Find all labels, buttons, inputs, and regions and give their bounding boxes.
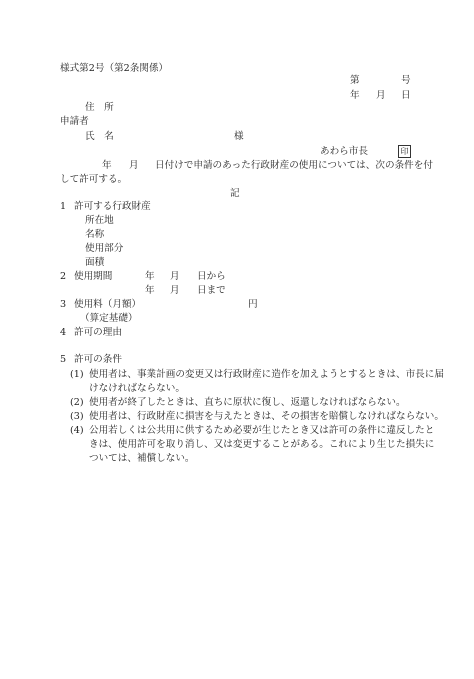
- section2-number: 2: [60, 271, 67, 282]
- condition-number: (2): [70, 397, 84, 408]
- issue-date-day: 日: [401, 90, 411, 101]
- condition-line: 使用者は、事業計画の変更又は行政財産に造作を加えようとするときは、市長に届: [89, 369, 444, 380]
- issue-date-month: 月: [376, 90, 386, 101]
- condition-line: ついては、補償しない。: [89, 453, 195, 464]
- section1-item: 使用部分: [85, 243, 124, 254]
- period-start-day: 日から: [197, 271, 226, 282]
- intro-line1: 日付けで申請のあった行政財産の使用については、次の条件を付: [155, 160, 433, 171]
- form-label: 様式第2号（第2条関係）: [60, 63, 169, 74]
- intro-month: 月: [129, 160, 139, 171]
- condition-line: 使用者は、行政財産に損害を与えたときは、その損害を賠償しなければならない。: [89, 411, 444, 422]
- applicant-label: 申請者: [60, 116, 89, 127]
- condition-line: けなければならない。: [89, 383, 185, 394]
- section1-item: 名称: [85, 229, 105, 240]
- intro-year: 年: [102, 160, 112, 171]
- honorific: 様: [234, 131, 244, 142]
- period-end-month: 月: [170, 285, 180, 296]
- section3-number: 3: [60, 299, 67, 310]
- ki-heading: 記: [230, 188, 240, 199]
- section1-item: 面積: [85, 257, 105, 268]
- section4-title: 許可の理由: [74, 327, 122, 338]
- section5-title: 許可の条件: [74, 354, 122, 365]
- intro-line2: して許可する。: [60, 174, 128, 185]
- seal-box: 印: [398, 145, 411, 158]
- doc-number-go: 号: [401, 75, 411, 86]
- condition-number: (4): [70, 425, 84, 436]
- section2-title: 使用期間: [74, 271, 113, 282]
- name-label: 氏 名: [85, 131, 114, 142]
- section1-item: 所在地: [85, 215, 114, 226]
- period-end-day: 日まで: [197, 285, 226, 296]
- section1-title: 許可する行政財産: [74, 201, 151, 212]
- condition-number: (1): [70, 369, 84, 380]
- mayor-title: あわら市長: [320, 146, 368, 157]
- fee-basis: （算定基礎）: [80, 313, 138, 324]
- doc-number-dai: 第: [350, 75, 360, 86]
- section3-title: 使用料（月額）: [74, 299, 142, 310]
- section4-number: 4: [60, 327, 67, 338]
- address-label: 住 所: [85, 102, 114, 113]
- fee-unit: 円: [248, 299, 258, 310]
- period-start-year: 年: [145, 271, 155, 282]
- period-start-month: 月: [170, 271, 180, 282]
- condition-line: 使用者が終了したときは、直ちに原状に復し、返還しなければならない。: [89, 397, 406, 408]
- condition-line: きは、使用許可を取り消し、又は変更することがある。これにより生じた損失に: [89, 439, 435, 450]
- condition-number: (3): [70, 411, 84, 422]
- issue-date-year: 年: [350, 90, 360, 101]
- section5-number: 5: [60, 354, 67, 365]
- period-end-year: 年: [145, 285, 155, 296]
- condition-line: 公用若しくは公共用に供するため必要が生じたとき又は許可の条件に違反したと: [89, 425, 435, 436]
- section1-number: 1: [60, 201, 67, 212]
